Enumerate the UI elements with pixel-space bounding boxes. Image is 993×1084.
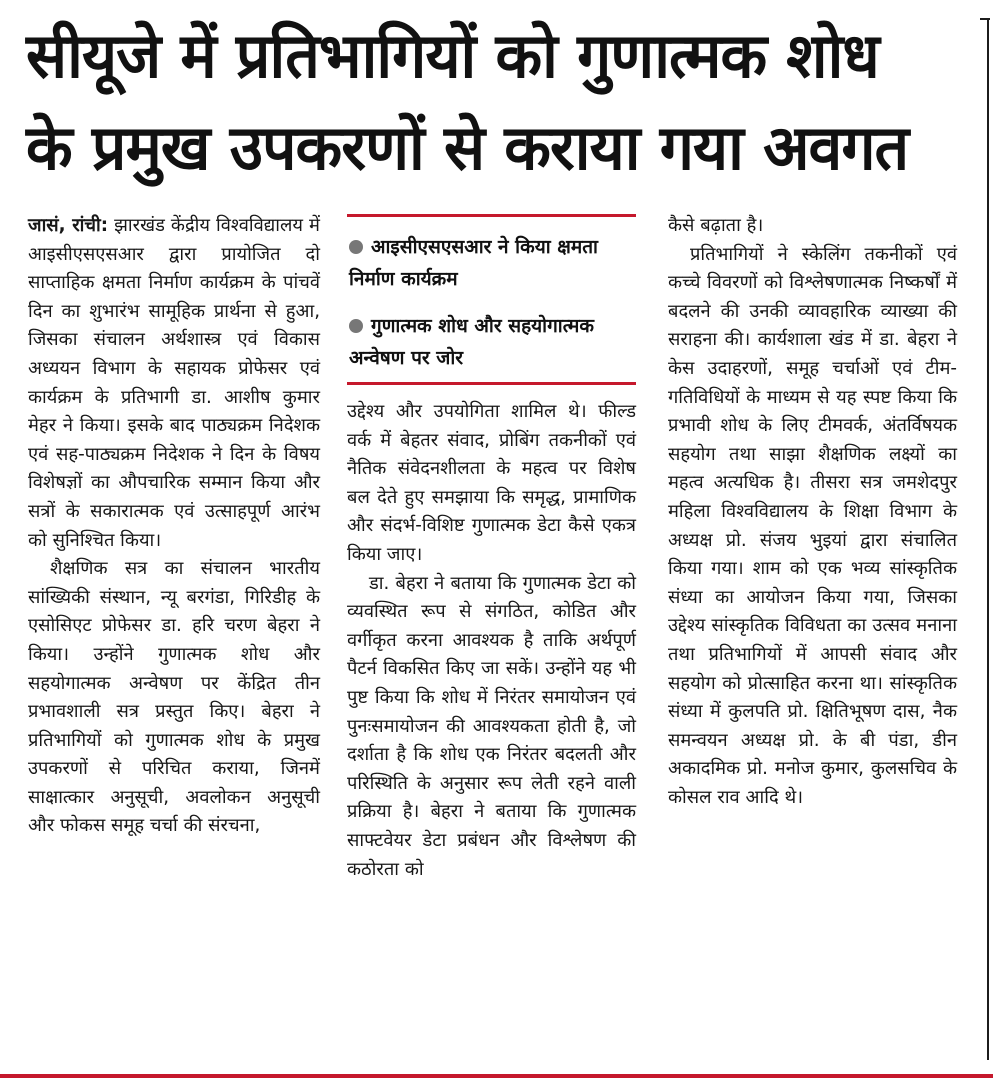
headline-line-2: के प्रमुख उपकरणों से कराया गया अवगत [26,111,909,184]
article-headline [26,10,937,194]
highlight-item-2 [349,310,635,374]
article-column-1 [28,212,320,841]
article-column-2 [347,398,636,884]
highlights-box [347,214,636,386]
byline: जासं, रांची: [28,215,109,236]
article-column-3 [668,212,957,812]
highlights-bottom-rule [347,382,636,385]
column-1-paragraph-1 [28,212,320,555]
column-3-paragraph-2: प्रतिभागियों ने स्केलिंग तकनीकों एवं कच्चे विवरणों को विश्लेषणात्मक निष्कर्षों में बदलने की उनकी व्यावहारिक व्याख्या की सराहना की। कार्यशाला खंड में डा. बेहरा ने केस उदाहरणों, समूह चर्चाओं एवं टीम-गतिविधियों के माध्यम से यह स्पष्ट किया कि प्रभावी शोध के लिए टीमवर्क, अंतर्विषयक सहयोग तथा साझा शैक्षणिक लक्ष्यों का महत्व अत्यधिक है। तीसरा सत्र जमशेदपुर महिला विश्वविद्यालय के शिक्षा विभाग के अध्यक्ष प्रो. संजय भुइयां द्वारा संचालित किया गया। शाम को एक भव्य सांस्कृतिक संध्या का आयोजन किया गया, जिसका उद्देश्य सांस्कृतिक विविधता का उत्सव मनाना तथा प्रतिभागियों में आपसी संवाद और सहयोग को प्रोत्साहित करना था। सांस्कृतिक संध्या में कुलपति प्रो. क्षितिभूषण दास, नैक समन्वयन अध्यक्ष प्रो. के बी पंडा, डीन अकादमिक प्रो. मनोज कुमार, कुलसचिव के कोसल राव आदि थे। [668,243,957,808]
frame-right-border [987,18,989,1060]
column-1-paragraph-1-text: झारखंड केंद्रीय विश्वविद्यालय में आइसीएसएसआर द्वारा प्रायोजित दो साप्ताहिक क्षमता निर्माण कार्यक्रम के पांचवें दिन का शुभारंभ सामूहिक प्रार्थना से हुआ, जिसका संचालन अर्थशास्त्र एवं विकास अध्ययन विभाग के सहायक प्रोफेसर एवं कार्यक्रम के प्रतिभागी डा. आशीष कुमार मेहर ने किया। इसके बाद पाठ्यक्रम निदेशक एवं सह-पाठ्यक्रम निदेशक ने दिन के विषय विशेषज्ञों का औपचारिक सम्मान किया और सत्रों के सकारात्मक एवं उत्साहपूर्ण आरंभ को सुनिश्चित किया। [28,215,320,551]
highlight-text-1: आइसीएसएसआर ने किया क्षमता निर्माण कार्यक्रम [349,236,598,290]
column-3-paragraph-1: कैसे बढ़ाता है। [668,215,764,236]
column-2-paragraph-1: उद्देश्य और उपयोगिता शामिल थे। फील्ड वर्क में बेहतर संवाद, प्रोबिंग तकनीकों एवं नैतिक संवेदनशीलता के महत्व पर विशेष बल देते हुए समझाया कि समृद्ध, प्रामाणिक और संदर्भ-विशिष्ट गुणात्मक डेटा कैसे एकत्र किया जाए। [347,401,636,565]
highlights-top-rule [347,214,636,217]
headline-line-1: सीयूजे में प्रतिभागियों को गुणात्मक शोध [26,19,879,92]
bottom-red-rule [0,1074,993,1078]
bullet-icon [349,319,363,333]
highlight-text-2: गुणात्मक शोध और सहयोगात्मक अन्वेषण पर जोर [349,315,595,369]
bullet-icon [349,240,363,254]
column-2-paragraph-2: डा. बेहरा ने बताया कि गुणात्मक डेटा को व्यवस्थित रूप से संगठित, कोडित और वर्गीकृत करना आवश्यक है ताकि अर्थपूर्ण पैटर्न विकसित किए जा सकें। उन्होंने यह भी पुष्ट किया कि शोध में निरंतर समायोजन एवं पुनःसमायोजन की आवश्यकता होती है, जो दर्शाता है कि शोध एक निरंतर बदलती और परिस्थिति के अनुसार रूप लेती रहने वाली प्रक्रिया है। बेहरा ने बताया कि गुणात्मक साफ्टवेयर डेटा प्रबंधन और विश्लेषण की कठोरता को [347,572,636,880]
highlight-item-1 [349,231,635,295]
column-1-paragraph-2: शैक्षणिक सत्र का संचालन भारतीय सांख्यिकी संस्थान, न्यू बरगंडा, गिरिडीह के एसोसिएट प्रोफेसर डा. हरि चरण बेहरा ने किया। उन्होंने गुणात्मक शोध और सहयोगात्मक अन्वेषण पर केंद्रित तीन प्रभावशाली सत्र प्रस्तुत किए। बेहरा ने प्रतिभागियों को गुणात्मक शोध के प्रमुख उपकरणों से परिचित कराया, जिनमें साक्षात्कार अनुसूची, अवलोकन अनुसूची और फोकस समूह चर्चा की संरचना, [28,558,320,837]
